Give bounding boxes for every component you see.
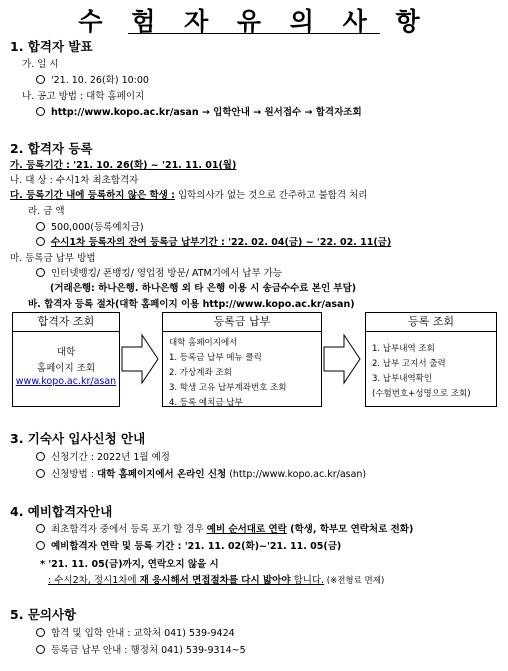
title-underline — [128, 33, 380, 34]
flow-check-step: 1. 납부내역 조회 — [372, 344, 435, 354]
circle-bullet-icon — [36, 628, 45, 637]
s1-method-item: http://www.kopo.ac.kr/asan → 입학안내 → 원서접수 → 합격자조회 — [36, 104, 362, 118]
circle-bullet-icon — [36, 237, 45, 246]
circle-bullet-icon — [36, 541, 45, 550]
s5-item1: 합격 및 입학 안내 : 교학처 041) 539-9424 — [36, 625, 235, 639]
s4-item1: 최초합격자 중에서 등록 포기 할 경우 예비 순서대로 연락 (학생, 학부모 연락처로 전화) — [36, 521, 413, 535]
flow-payment-intro: 대학 홈페이지에서 — [169, 338, 238, 348]
s4-note2: : 수시2차, 정시1차에 재 응시해서 면접절차를 다시 밟아야 합니다. (※전형료 면제) — [48, 575, 385, 586]
flow-payment-step: 1. 등록금 납부 메뉴 클릭 — [169, 353, 262, 363]
s2-payment-item1: 인터넷뱅킹/ 폰뱅킹/ 영업점 방문/ ATM기에서 납부 가능 — [36, 265, 282, 279]
flow-box-result-title: 합격자 조회 — [13, 313, 119, 332]
s2-amount-item1: 500,000(등록예치금) — [36, 219, 144, 233]
flow-payment-step: 4. 등록 예치금 납부 — [169, 398, 243, 408]
s4-item2: 예비합격자 연락 및 등록 기간 : '21. 11. 02(화)~'21. 11. 05(금) — [36, 538, 341, 552]
flow-box-result-line1: 대학 — [56, 347, 76, 358]
flow-box-result-line2: 홈페이지 조회 — [36, 363, 96, 374]
page-title: 수 험 자 유 의 사 항 — [78, 7, 430, 36]
s2-amount-label: 라. 금 액 — [28, 206, 65, 217]
flow-box-check — [365, 312, 497, 407]
s2-unregistered: 다. 등록기간 내에 등록하지 않은 학생 : 입학의사가 없는 것으로 간주하고 불합격 처리 — [10, 190, 368, 201]
section-4-heading: 4. 예비합격자안내 — [10, 504, 113, 519]
s2-procedure-label: 바. 합격자 등록 절차(대학 홈페이지 이용 http://www.kopo.ac.kr/asan) — [28, 299, 355, 310]
flow-arrow-icon — [120, 333, 160, 385]
circle-bullet-icon — [36, 222, 45, 231]
s2-payment-label: 마. 등록금 납부 방법 — [10, 253, 96, 264]
s1-method-label: 나. 공고 방법 : 대학 홈페이지 — [22, 91, 145, 102]
section-1-heading: 1. 합격자 발표 — [10, 39, 93, 54]
s1-date-item: '21. 10. 26(화) 10:00 — [36, 72, 149, 86]
flow-payment-step: 3. 학생 고유 납부계좌번호 조회 — [169, 383, 287, 393]
s3-item1: 신청기간 : 2022년 1월 예정 — [36, 449, 170, 463]
s2-payment-item2: (거래은행: 하나은행. 하나은행 외 타 은행 이용 시 송금수수료 본인 부담) — [50, 283, 357, 294]
circle-bullet-icon — [36, 268, 45, 277]
circle-bullet-icon — [36, 469, 45, 478]
flow-box-payment-title: 등록금 납부 — [163, 313, 321, 332]
kopo-homepage-link[interactable]: www.kopo.ac.kr/asan — [15, 376, 117, 387]
section-5-heading: 5. 문의사항 — [10, 607, 77, 622]
s3-item2: 신청방법 : 대학 홈페이지에서 온라인 신청 (http://www.kopo.ac.kr/asan) — [36, 466, 366, 480]
section-2-heading: 2. 합격자 등록 — [10, 141, 93, 156]
circle-bullet-icon — [36, 645, 45, 654]
flow-arrow-icon — [322, 333, 362, 385]
flow-box-result — [12, 312, 120, 407]
flow-box-payment — [162, 312, 322, 407]
s2-amount-item2: 수시1차 등록자의 잔여 등록금 납부기간 : '22. 02. 04(금) ~ '22. 02. 11(금) — [36, 234, 391, 248]
flow-check-step: 2. 납부 고지서 출력 — [372, 359, 446, 369]
flow-check-step: (수험번호+성명으로 조회) — [372, 389, 471, 399]
flow-check-step: 3. 납부내역확인 — [372, 374, 433, 384]
s4-note: * '21. 11. 05(금)까지, 연락오지 않을 시 — [40, 559, 219, 570]
circle-bullet-icon — [36, 75, 45, 84]
circle-bullet-icon — [36, 107, 45, 116]
s2-target: 나. 대 상 : 수시1차 최초합격자 — [10, 175, 139, 186]
section-3-heading: 3. 기숙사 입사신청 안내 — [10, 431, 146, 446]
flow-payment-step: 2. 가상계좌 조회 — [169, 368, 232, 378]
s5-item2: 등록금 납부 안내 : 행정처 041) 539-9314~5 — [36, 642, 246, 656]
circle-bullet-icon — [36, 452, 45, 461]
s2-period: 가. 등록기간 : '21. 10. 26(화) ~ '21. 11. 01(월) — [10, 160, 237, 171]
flow-box-check-title: 등록 조회 — [366, 313, 496, 332]
s1-date-label: 가. 일 시 — [22, 59, 59, 70]
circle-bullet-icon — [36, 524, 45, 533]
